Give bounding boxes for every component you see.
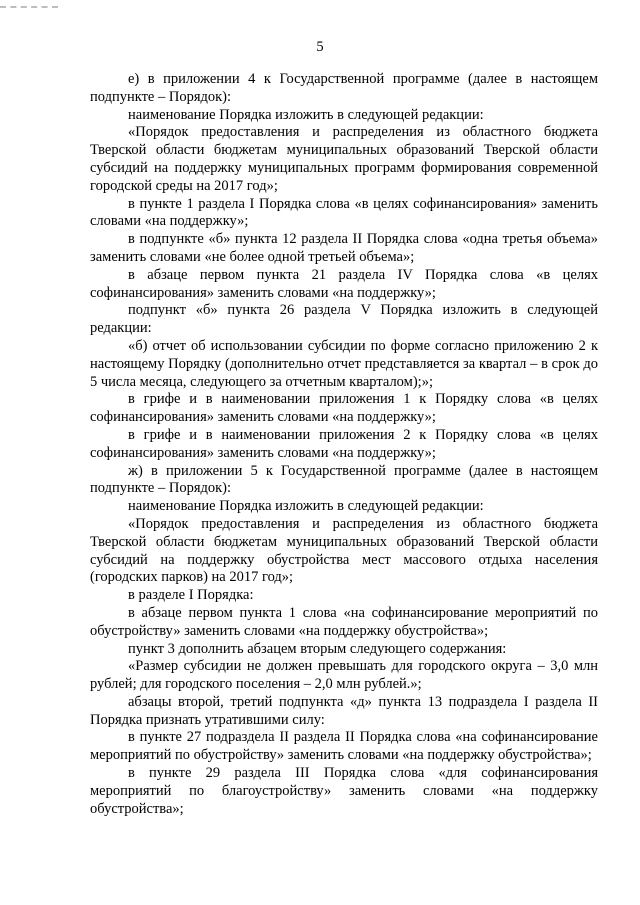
scan-edge-mark — [0, 6, 58, 8]
paragraph-20: в пункте 29 раздела III Порядка слова «для софинансирования мероприятий по благоустройству» заменить словами «на поддержку обустройства»; — [90, 765, 598, 817]
paragraph-10: в грифе и в наименовании приложения 2 к Порядку слова «в целях софинансирования» заменить словами «на поддержку»; — [90, 426, 598, 461]
paragraph-12: наименование Порядка изложить в следующей редакции: — [128, 498, 484, 515]
paragraph-2: наименование Порядка изложить в следующей редакции: — [128, 106, 484, 123]
paragraph-16: пункт 3 дополнить абзацем вторым следующего содержания: — [128, 640, 507, 657]
paragraph-6: в абзаце первом пункта 21 раздела IV Порядка слова «в целях софинансирования» заменить словами «на поддержку»; — [90, 266, 598, 301]
paragraph-5: в подпункте «б» пункта 12 раздела II Порядка слова «одна третья объема» заменить словами «не более одной третьей объема»; — [90, 231, 598, 265]
paragraph-8: «б) отчет об использовании субсидии по форме согласно приложению 2 к настоящему Порядку (дополнительно отчет представляется за квартал – в срок до 5 числа месяца, следующего за отчетным кварталом);»; — [90, 337, 598, 390]
paragraph-18: абзацы второй, третий подпункта «д» пункта 13 подраздела I раздела II Порядка признать утратившими силу: — [90, 693, 598, 728]
paragraph-14: в разделе I Порядка: — [128, 587, 254, 604]
paragraph-4: в пункте 1 раздела I Порядка слова «в целях софинансирования» заменить словами «на поддержку»; — [90, 195, 598, 230]
paragraph-9: в грифе и в наименовании приложения 1 к Порядку слова «в целях софинансирования» заменить словами «на поддержку»; — [90, 391, 598, 426]
paragraph-17: «Размер субсидии не должен превышать для городского округа – 3,0 млн рублей; для городского поселения – 2,0 млн рублей.»; — [90, 658, 598, 693]
paragraph-19: в пункте 27 подраздела II раздела II Порядка слова «на софинансирование мероприятий по обустройству» заменить словами «на поддержку обустройства»; — [90, 729, 598, 764]
page-number: 5 — [316, 39, 324, 55]
paragraph-11: ж) в приложении 5 к Государственной программе (далее в настоящем подпункте – Порядок): — [90, 462, 598, 497]
paragraph-15: в абзаце первом пункта 1 слова «на софинансирование мероприятий по обустройству» заменить словами «на поддержку обустройства»; — [90, 604, 598, 639]
paragraph-1: е) в приложении 4 к Государственной программе (далее в настоящем подпункте – Порядок): — [90, 71, 598, 105]
paragraph-13: «Порядок предоставления и распределения из областного бюджета Тверской области бюджетам муниципальных образований Тверской области субсидий на поддержку обустройства мест массового отдыха населения (городских парков) на 2017 год»; — [90, 515, 598, 586]
paragraph-7: подпункт «б» пункта 26 раздела V Порядка изложить в следующей редакции: — [90, 302, 598, 337]
document-body — [90, 71, 598, 818]
paragraph-3: «Порядок предоставления и распределения из областного бюджета Тверской области бюджетам муниципальных образований Тверской области субсидий на поддержку муниципальных программ формирования современной городской среды на 2017 год»; — [90, 124, 598, 194]
